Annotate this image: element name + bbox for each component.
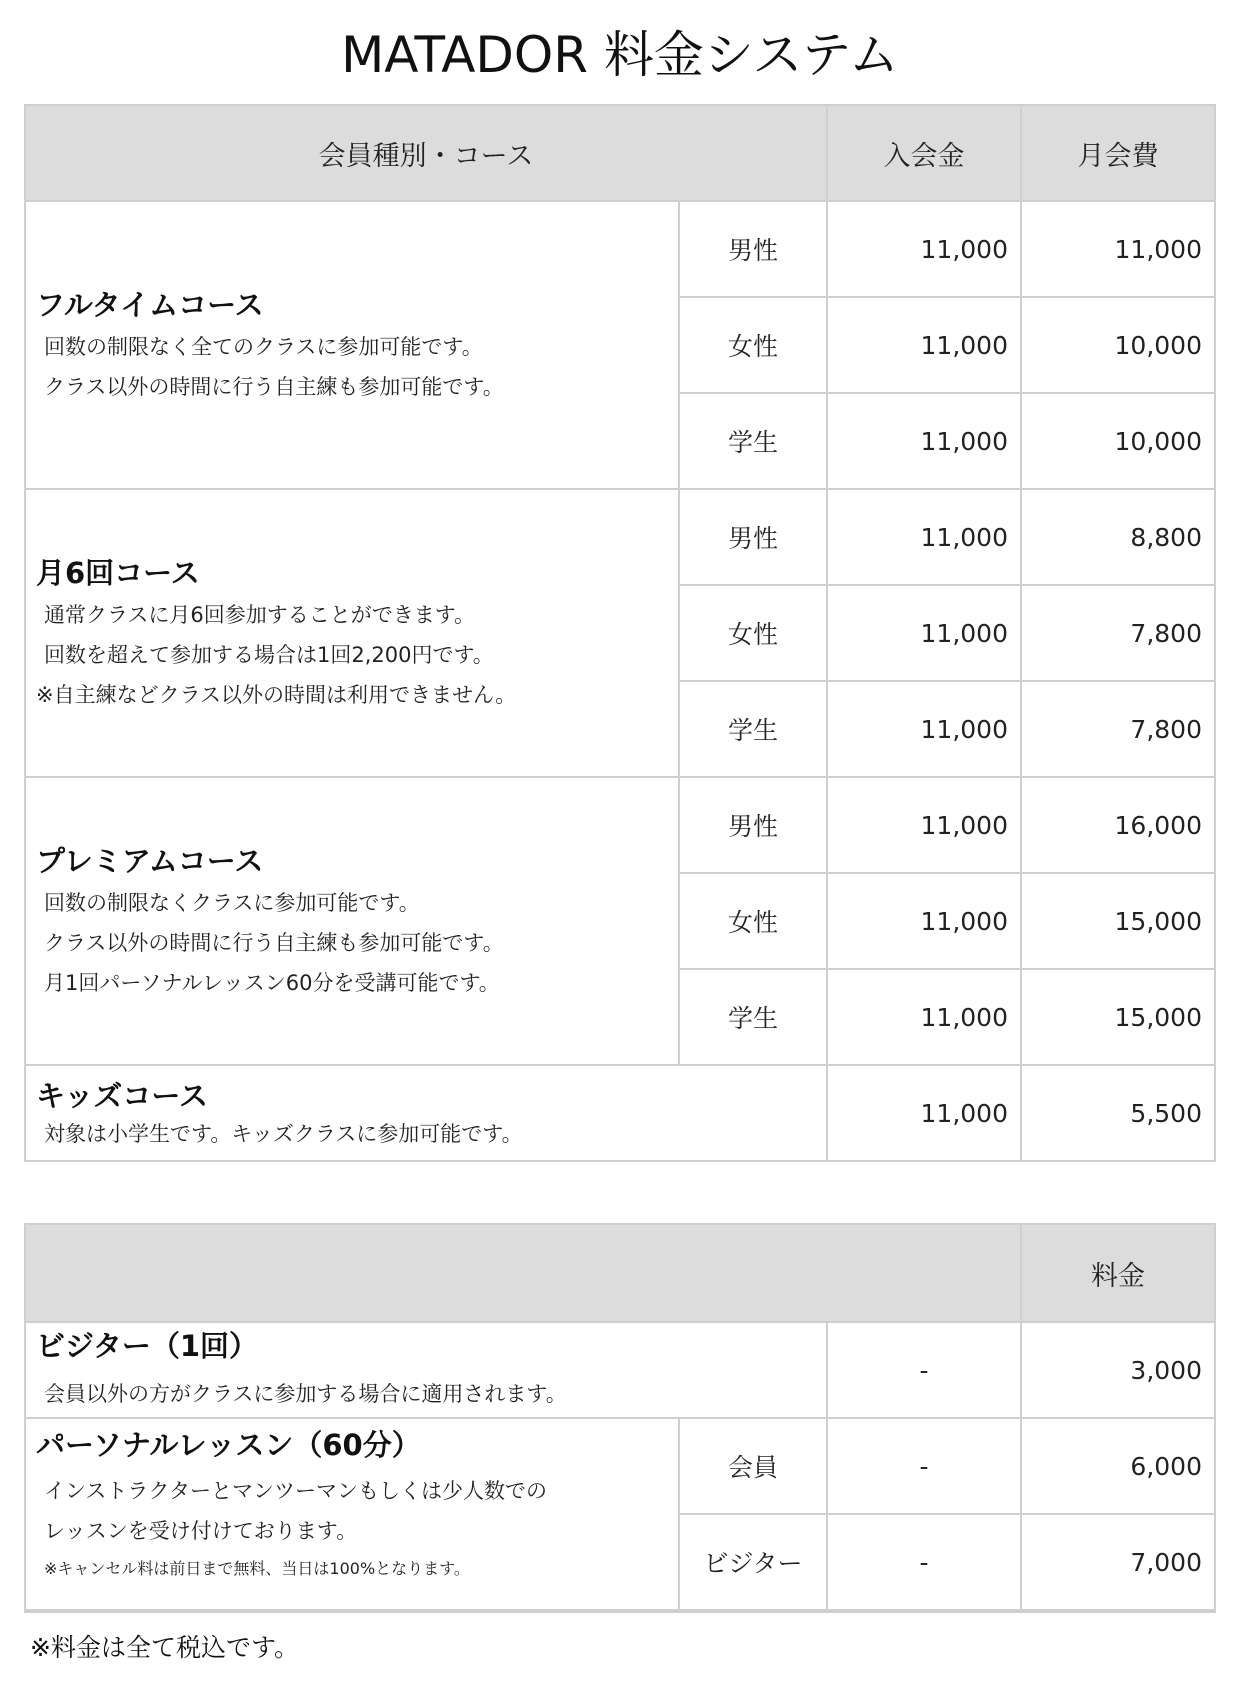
entry-fee: - — [828, 1515, 1020, 1609]
course-name: 月6回コース — [36, 556, 200, 590]
entry-fee: - — [828, 1323, 1020, 1417]
member-type: 男性 — [680, 202, 826, 296]
course-description: 通常クラスに月6回参加することができます。 — [44, 603, 476, 627]
header-monthly-fee: 月会費 — [1022, 106, 1214, 200]
member-type: 男性 — [680, 778, 826, 872]
course-description: 回数の制限なくクラスに参加可能です。 — [44, 891, 420, 915]
course-fulltime — [26, 202, 678, 488]
entry-fee: 11,000 — [828, 682, 1020, 776]
member-type: 学生 — [680, 970, 826, 1064]
monthly-fee: 16,000 — [1022, 778, 1214, 872]
monthly-fee: 15,000 — [1022, 970, 1214, 1064]
course-description: クラス以外の時間に行う自主練も参加可能です。 — [44, 931, 504, 955]
monthly-fee: 7,800 — [1022, 682, 1214, 776]
course-6-per-month — [26, 490, 678, 776]
plan-description: 会員以外の方がクラスに参加する場合に適用されます。 — [44, 1382, 567, 1406]
course-kids — [26, 1066, 826, 1160]
membership-fee-table — [24, 104, 1216, 1162]
course-name: フルタイムコース — [36, 288, 264, 322]
entry-fee: 11,000 — [828, 970, 1020, 1064]
header-empty — [26, 1225, 1020, 1321]
course-name: キッズコース — [36, 1079, 208, 1113]
plan-description: レッスンを受け付けております。 — [44, 1519, 358, 1543]
fee: 3,000 — [1022, 1323, 1214, 1417]
member-type: 学生 — [680, 682, 826, 776]
personal-lesson-plan — [26, 1419, 678, 1609]
header-fee: 料金 — [1022, 1225, 1214, 1321]
course-description: 月1回パーソナルレッスン60分を受講可能です。 — [44, 971, 500, 995]
member-type: 女性 — [680, 586, 826, 680]
entry-fee: 11,000 — [828, 490, 1020, 584]
cancel-note: ※キャンセル料は前日まで無料、当日は100%となります。 — [44, 1559, 470, 1578]
course-description: 対象は小学生です。キッズクラスに参加可能です。 — [44, 1122, 523, 1146]
entry-fee: 11,000 — [828, 1066, 1020, 1160]
member-type: 男性 — [680, 490, 826, 584]
course-premium — [26, 778, 678, 1064]
visitor-plan — [26, 1323, 826, 1417]
monthly-fee: 11,000 — [1022, 202, 1214, 296]
plan-description: インストラクターとマンツーマンもしくは少人数での — [44, 1479, 547, 1503]
course-description: 回数を超えて参加する場合は1回2,200円です。 — [44, 643, 494, 667]
member-type: 学生 — [680, 394, 826, 488]
monthly-fee: 7,800 — [1022, 586, 1214, 680]
other-fee-table — [24, 1223, 1216, 1613]
tax-note: ※料金は全て税込です。 — [30, 1633, 299, 1662]
member-type: 女性 — [680, 298, 826, 392]
plan-name: パーソナルレッスン（60分） — [36, 1428, 421, 1462]
entry-fee: 11,000 — [828, 202, 1020, 296]
course-description: クラス以外の時間に行う自主練も参加可能です。 — [44, 375, 504, 399]
course-name: プレミアムコース — [36, 844, 264, 878]
plan-name: ビジター（1回） — [36, 1329, 259, 1363]
course-description: ※自主練などクラス以外の時間は利用できません。 — [36, 683, 517, 707]
entry-fee: 11,000 — [828, 874, 1020, 968]
entry-fee: 11,000 — [828, 298, 1020, 392]
fee: 7,000 — [1022, 1515, 1214, 1609]
monthly-fee: 10,000 — [1022, 394, 1214, 488]
monthly-fee: 15,000 — [1022, 874, 1214, 968]
header-course: 会員種別・コース — [26, 106, 826, 200]
entry-fee: 11,000 — [828, 394, 1020, 488]
member-type: 女性 — [680, 874, 826, 968]
course-description: 回数の制限なく全てのクラスに参加可能です。 — [44, 335, 483, 359]
member-type: ビジター — [680, 1515, 826, 1609]
member-type: 会員 — [680, 1419, 826, 1513]
monthly-fee: 8,800 — [1022, 490, 1214, 584]
entry-fee: - — [828, 1419, 1020, 1513]
fee: 6,000 — [1022, 1419, 1214, 1513]
entry-fee: 11,000 — [828, 778, 1020, 872]
monthly-fee: 10,000 — [1022, 298, 1214, 392]
page-title: MATADOR 料金システム — [341, 26, 899, 84]
header-entry-fee: 入会金 — [828, 106, 1020, 200]
entry-fee: 11,000 — [828, 586, 1020, 680]
monthly-fee: 5,500 — [1022, 1066, 1214, 1160]
